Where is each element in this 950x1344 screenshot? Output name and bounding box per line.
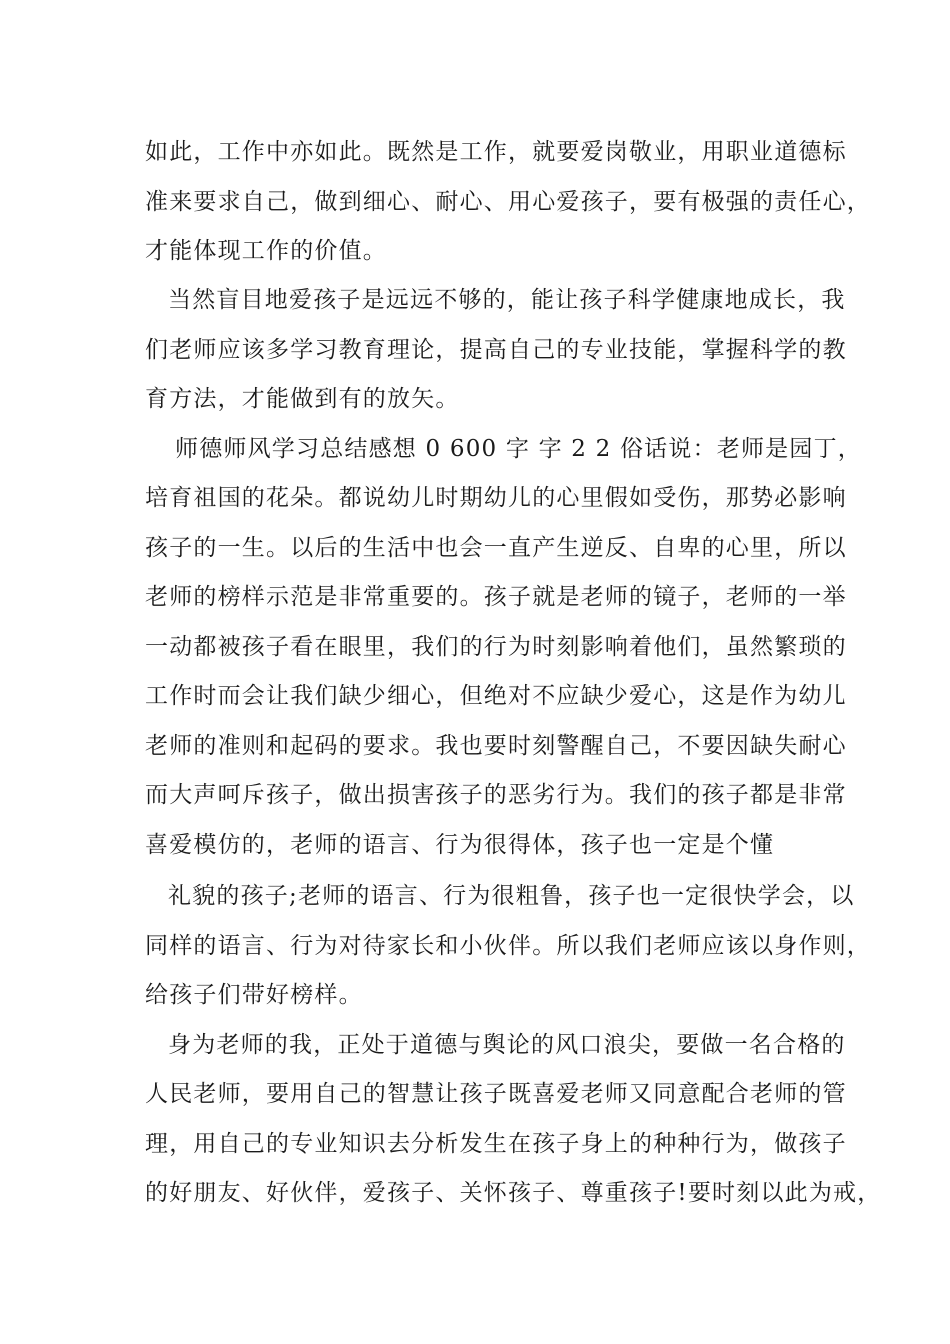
text-line: 工作时而会让我们缺少细心，但绝对不应缺少爱心，这是作为幼儿 — [145, 683, 847, 709]
text-line: 给孩子们带好榜样。 — [145, 982, 363, 1008]
text-line: 孩子的一生。以后的生活中也会一直产生逆反、自卑的心里，所以 — [145, 535, 847, 561]
text-line: 人民老师，要用自己的智慧让孩子既喜爱老师又同意配合老师的管 — [145, 1081, 847, 1107]
text-line: 准来要求自己，做到细心、耐心、用心爱孩子，要有极强的责任心， — [145, 189, 871, 215]
text-line: 育方法，才能做到有的放矢。 — [145, 386, 460, 412]
text-line: 礼貌的孩子;老师的语言、行为很粗鲁，孩子也一定很快学会，以 — [168, 883, 855, 909]
text-line: 的好朋友、好伙伴，爱孩子、关怀孩子、尊重孩子!要时刻以此为戒， — [145, 1180, 882, 1206]
text-line: 才能体现工作的价值。 — [145, 238, 387, 264]
text-line: 当然盲目地爱孩子是远远不够的，能让孩子科学健康地成长，我 — [168, 287, 846, 313]
text-line: 老师的榜样示范是非常重要的。孩子就是老师的镜子，老师的一举 — [145, 584, 847, 610]
text-line: 喜爱模仿的，老师的语言、行为很得体，孩子也一定是个懂 — [145, 832, 775, 858]
text-line: 一动都被孩子看在眼里，我们的行为时刻影响着他们，虽然繁琐的 — [145, 634, 847, 660]
text-line: 培育祖国的花朵。都说幼儿时期幼儿的心里假如受伤，那势必影响 — [145, 485, 847, 511]
text-line: 理，用自己的专业知识去分析发生在孩子身上的种种行为，做孩子 — [145, 1131, 847, 1157]
text-line: 们老师应该多学习教育理论，提高自己的专业技能，掌握科学的教 — [145, 337, 847, 363]
text-line: 如此，工作中亦如此。既然是工作，就要爱岗敬业，用职业道德标 — [145, 139, 847, 165]
text-line: 而大声呵斥孩子，做出损害孩子的恶劣行为。我们的孩子都是非常 — [145, 782, 847, 808]
text-line: 同样的语言、行为对待家长和小伙伴。所以我们老师应该以身作则， — [145, 933, 871, 959]
text-line: 师德师风学习总结感想 0 600 字 字 2 2 俗话说：老师是园丁， — [175, 436, 862, 462]
text-line: 老师的准则和起码的要求。我也要时刻警醒自己，不要因缺失耐心 — [145, 733, 847, 759]
text-line: 身为老师的我，正处于道德与舆论的风口浪尖，要做一名合格的 — [168, 1032, 846, 1058]
